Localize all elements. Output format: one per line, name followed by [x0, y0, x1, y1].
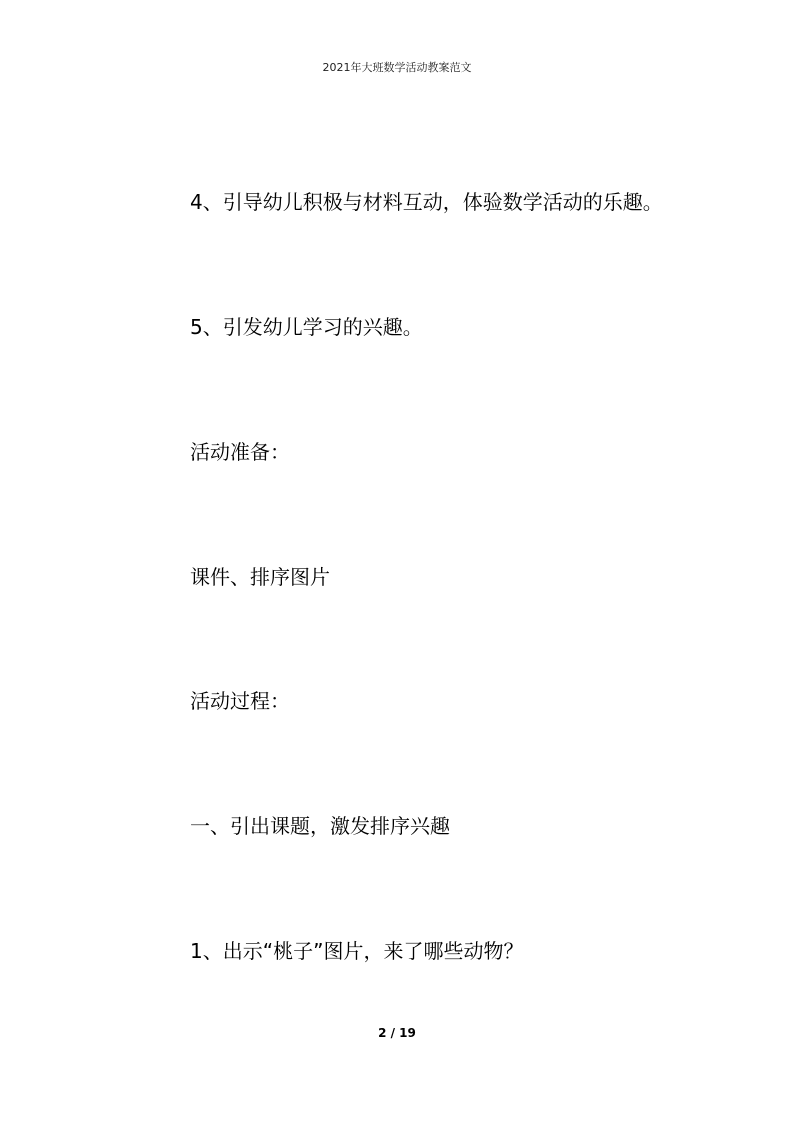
heading-section-one: 一、引出课题，激发排序兴趣 [190, 814, 450, 838]
page-header: 2021年大班数学活动教案范文 [322, 61, 472, 74]
paragraph-step-1: 1、出示“桃子”图片，来了哪些动物？ [190, 939, 524, 963]
paragraph-objective-4: 4、引导幼儿积极与材料互动，体验数学活动的乐趣。 [190, 190, 663, 214]
heading-activity-process: 活动过程： [190, 689, 290, 713]
paragraph-objective-5: 5、引发幼儿学习的兴趣。 [190, 315, 423, 339]
page-number: 2 / 19 [378, 1026, 416, 1040]
paragraph-materials: 课件、排序图片 [190, 565, 330, 589]
heading-activity-preparation: 活动准备： [190, 440, 290, 464]
